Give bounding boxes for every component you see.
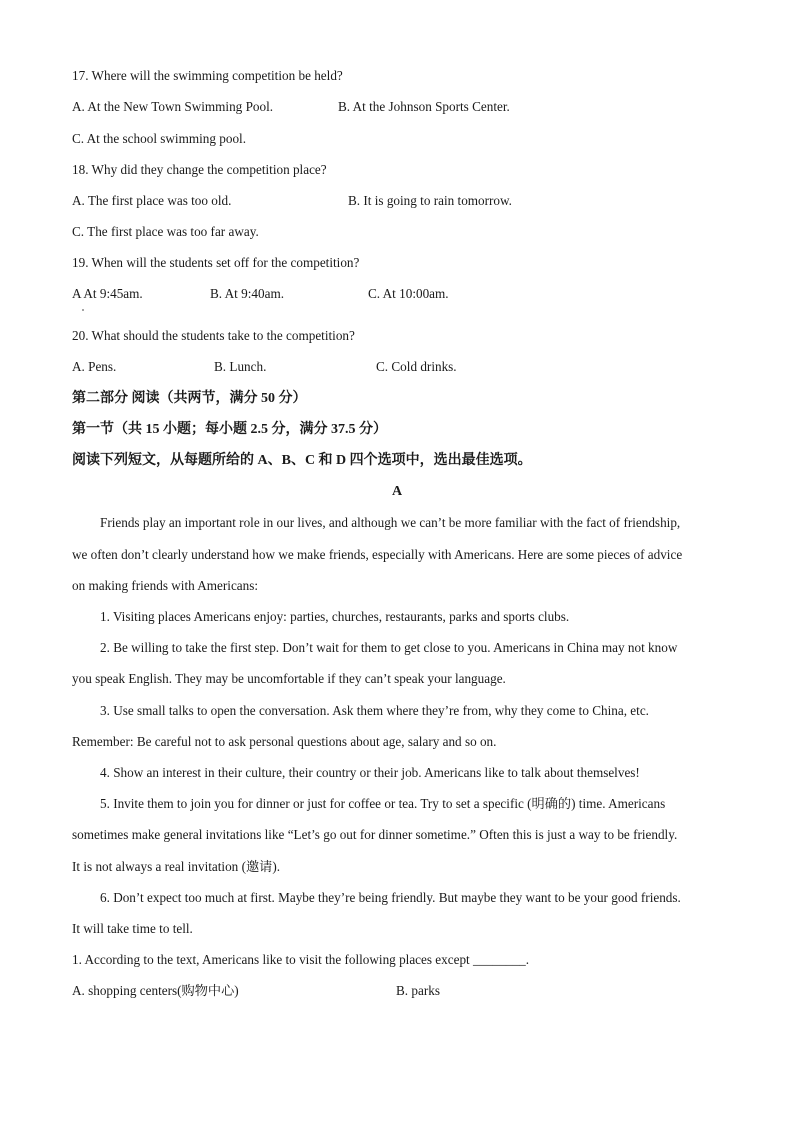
advice-6-line-1: 6. Don’t expect too much at first. Maybe they’re being friendly. But maybe they want to be your good friends. [100,890,681,905]
sub-heading: 第一节（共 15 小题；每小题 2.5 分，满分 37.5 分） [72,422,387,437]
question-20-option-a: A. Pens. [72,359,117,374]
question-19-option-c: C. At 10:00am. [368,286,449,301]
section-instruction: 阅读下列短文，从每题所给的 A、B、C 和 D 四个选项中，选出最佳选项。 [72,453,532,468]
passage-intro-line-1: Friends play an important role in our lives, and although we can’t be more familiar with the fact of friendship, [100,515,681,530]
part-heading: 第二部分 阅读（共两节，满分 50 分） [72,391,307,406]
passage-label: A [391,484,403,499]
question-20-option-b: B. Lunch. [214,359,267,374]
question-18-stem: 18. Why did they change the competition place? [72,162,327,177]
question-19-stem: 19. When will the students set off for the competition? [72,255,360,270]
advice-5-line-2: sometimes make general invitations like “Let’s go out for dinner sometime.” Often this is just a way to be friendly. [72,827,678,842]
advice-3-line-2: Remember: Be careful not to ask personal questions about age, salary and so on. [72,734,497,749]
reading-question-1-stem: 1. According to the text, Americans like to visit the following places except ________. [72,952,530,967]
question-17-option-a: A. At the New Town Swimming Pool. [72,99,274,114]
advice-2-line-2: you speak English. They may be uncomfortable if they can’t speak your language. [72,671,506,686]
question-20-stem: 20. What should the students take to the competition? [72,328,355,343]
scan-speck [82,309,84,311]
passage-intro-line-2: we often don’t clearly understand how we make friends, especially with Americans. Here are some pieces of advice [72,547,683,562]
question-18-option-a: A. The first place was too old. [72,193,232,208]
question-18-option-b: B. It is going to rain tomorrow. [348,193,512,208]
advice-4: 4. Show an interest in their culture, their country or their job. Americans like to talk about themselves! [100,765,640,780]
advice-3-line-1: 3. Use small talks to open the conversation. Ask them where they’re from, why they come to China, etc. [100,703,649,718]
question-18-option-c: C. The first place was too far away. [72,224,259,239]
question-17-option-b: B. At the Johnson Sports Center. [338,99,510,114]
question-17-stem: 17. Where will the swimming competition be held? [72,68,343,83]
advice-5-line-3: It is not always a real invitation (邀请). [72,859,281,874]
reading-question-1-option-a: A. shopping centers(购物中心) [72,983,239,998]
advice-2-line-1: 2. Be willing to take the first step. Don’t wait for them to get close to you. Americans in China may not know [100,640,678,655]
passage-intro-line-3: on making friends with Americans: [72,578,259,593]
reading-question-1-option-b: B. parks [396,983,440,998]
advice-5-line-1: 5. Invite them to join you for dinner or just for coffee or tea. Try to set a specific (明确的) time. Americans [100,796,666,811]
question-19-option-a: A At 9:45am. [72,286,143,301]
question-19-option-b: B. At 9:40am. [210,286,284,301]
question-20-option-c: C. Cold drinks. [376,359,457,374]
question-17-option-c: C. At the school swimming pool. [72,131,247,146]
advice-6-line-2: It will take time to tell. [72,921,193,936]
advice-1: 1. Visiting places Americans enjoy: parties, churches, restaurants, parks and sports clubs. [100,609,570,624]
